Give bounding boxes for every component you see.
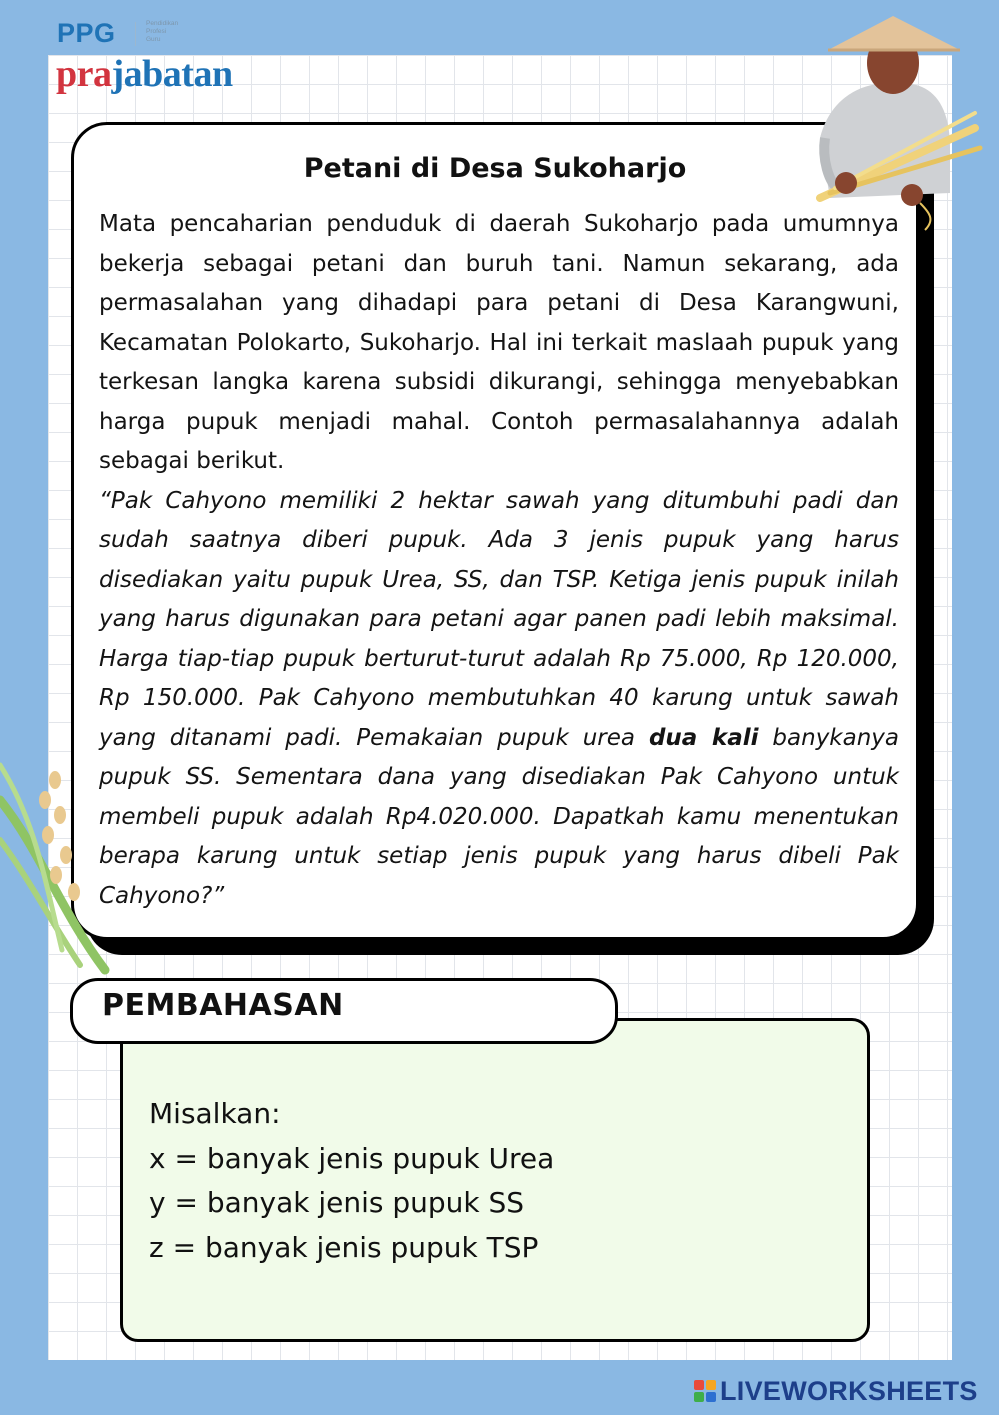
pembahasan-line: y = banyak jenis pupuk SS xyxy=(149,1186,525,1219)
liveworksheets-brand: LIVEWORKSHEETS xyxy=(720,1375,978,1406)
pembahasan-content xyxy=(149,1092,554,1270)
story-quote: “Pak Cahyono memiliki 2 hektar sawah yang ditumbuhi padi dan sudah saatnya diberi pupuk. Ada 3 jenis pupuk yang harus disediakan yaitu pupuk Urea, SS, dan TSP. Ketiga jenis pupuk inilah yang harus digunakan para petani agar panen padi lebih maksimal. Harga tiap-tiap pupuk berturut-turut adalah Rp 75.000, Rp 120.000, Rp 150.000. Pak Cahyono membutuhkan 40 karung untuk sawah yang ditanami padi. Pemakaian pupuk urea dua kali banykanya pupuk SS. Sementara dana yang disediakan Pak Cahyono untuk membeli pupuk adalah Rp4.020.000. Dapatkah kamu menentukan berapa karung untuk setiap jenis pupuk yang harus dibeli Pak Cahyono?” xyxy=(99,487,900,909)
liveworksheets-icon xyxy=(694,1380,716,1402)
ppg-logo-text: PPG xyxy=(57,18,116,48)
pembahasan-line: x = banyak jenis pupuk Urea xyxy=(149,1141,555,1175)
emphasis-dua-kali: dua kali xyxy=(648,724,759,751)
pembahasan-line: z = banyak jenis pupuk TSP xyxy=(149,1230,539,1264)
rice-plant-illustration xyxy=(0,760,110,980)
story-paragraph: Mata pencaharian penduduk di daerah Sukoharjo pada umumnya bekerja sebagai petani dan buruh tani. Namun sekarang, ada permasalahan yang dihadapi para petani di Desa Karangwuni, Kecamatan Polokarto, Sukoharjo. Hal ini terkait maslaah pupuk yang terkesan langka karena subsidi dikurangi, sehingga menyebabkan harga pupuk menjadi mahal. Contoh permasalahannya adalah sebagai berikut. xyxy=(99,211,899,474)
farmer-illustration xyxy=(800,8,985,238)
pembahasan-line: Misalkan: xyxy=(149,1097,281,1130)
logo-subtitle: Pendidikan Profesi Guru xyxy=(146,20,179,43)
story-title: Petani di Desa Sukoharjo xyxy=(303,153,687,184)
prajabatan-logo: prajabatan xyxy=(56,53,233,95)
story-text xyxy=(99,205,899,916)
liveworksheets-logo[interactable] xyxy=(694,1376,978,1406)
pembahasan-label: PEMBAHASAN xyxy=(102,988,344,1023)
logo-divider xyxy=(135,22,136,46)
